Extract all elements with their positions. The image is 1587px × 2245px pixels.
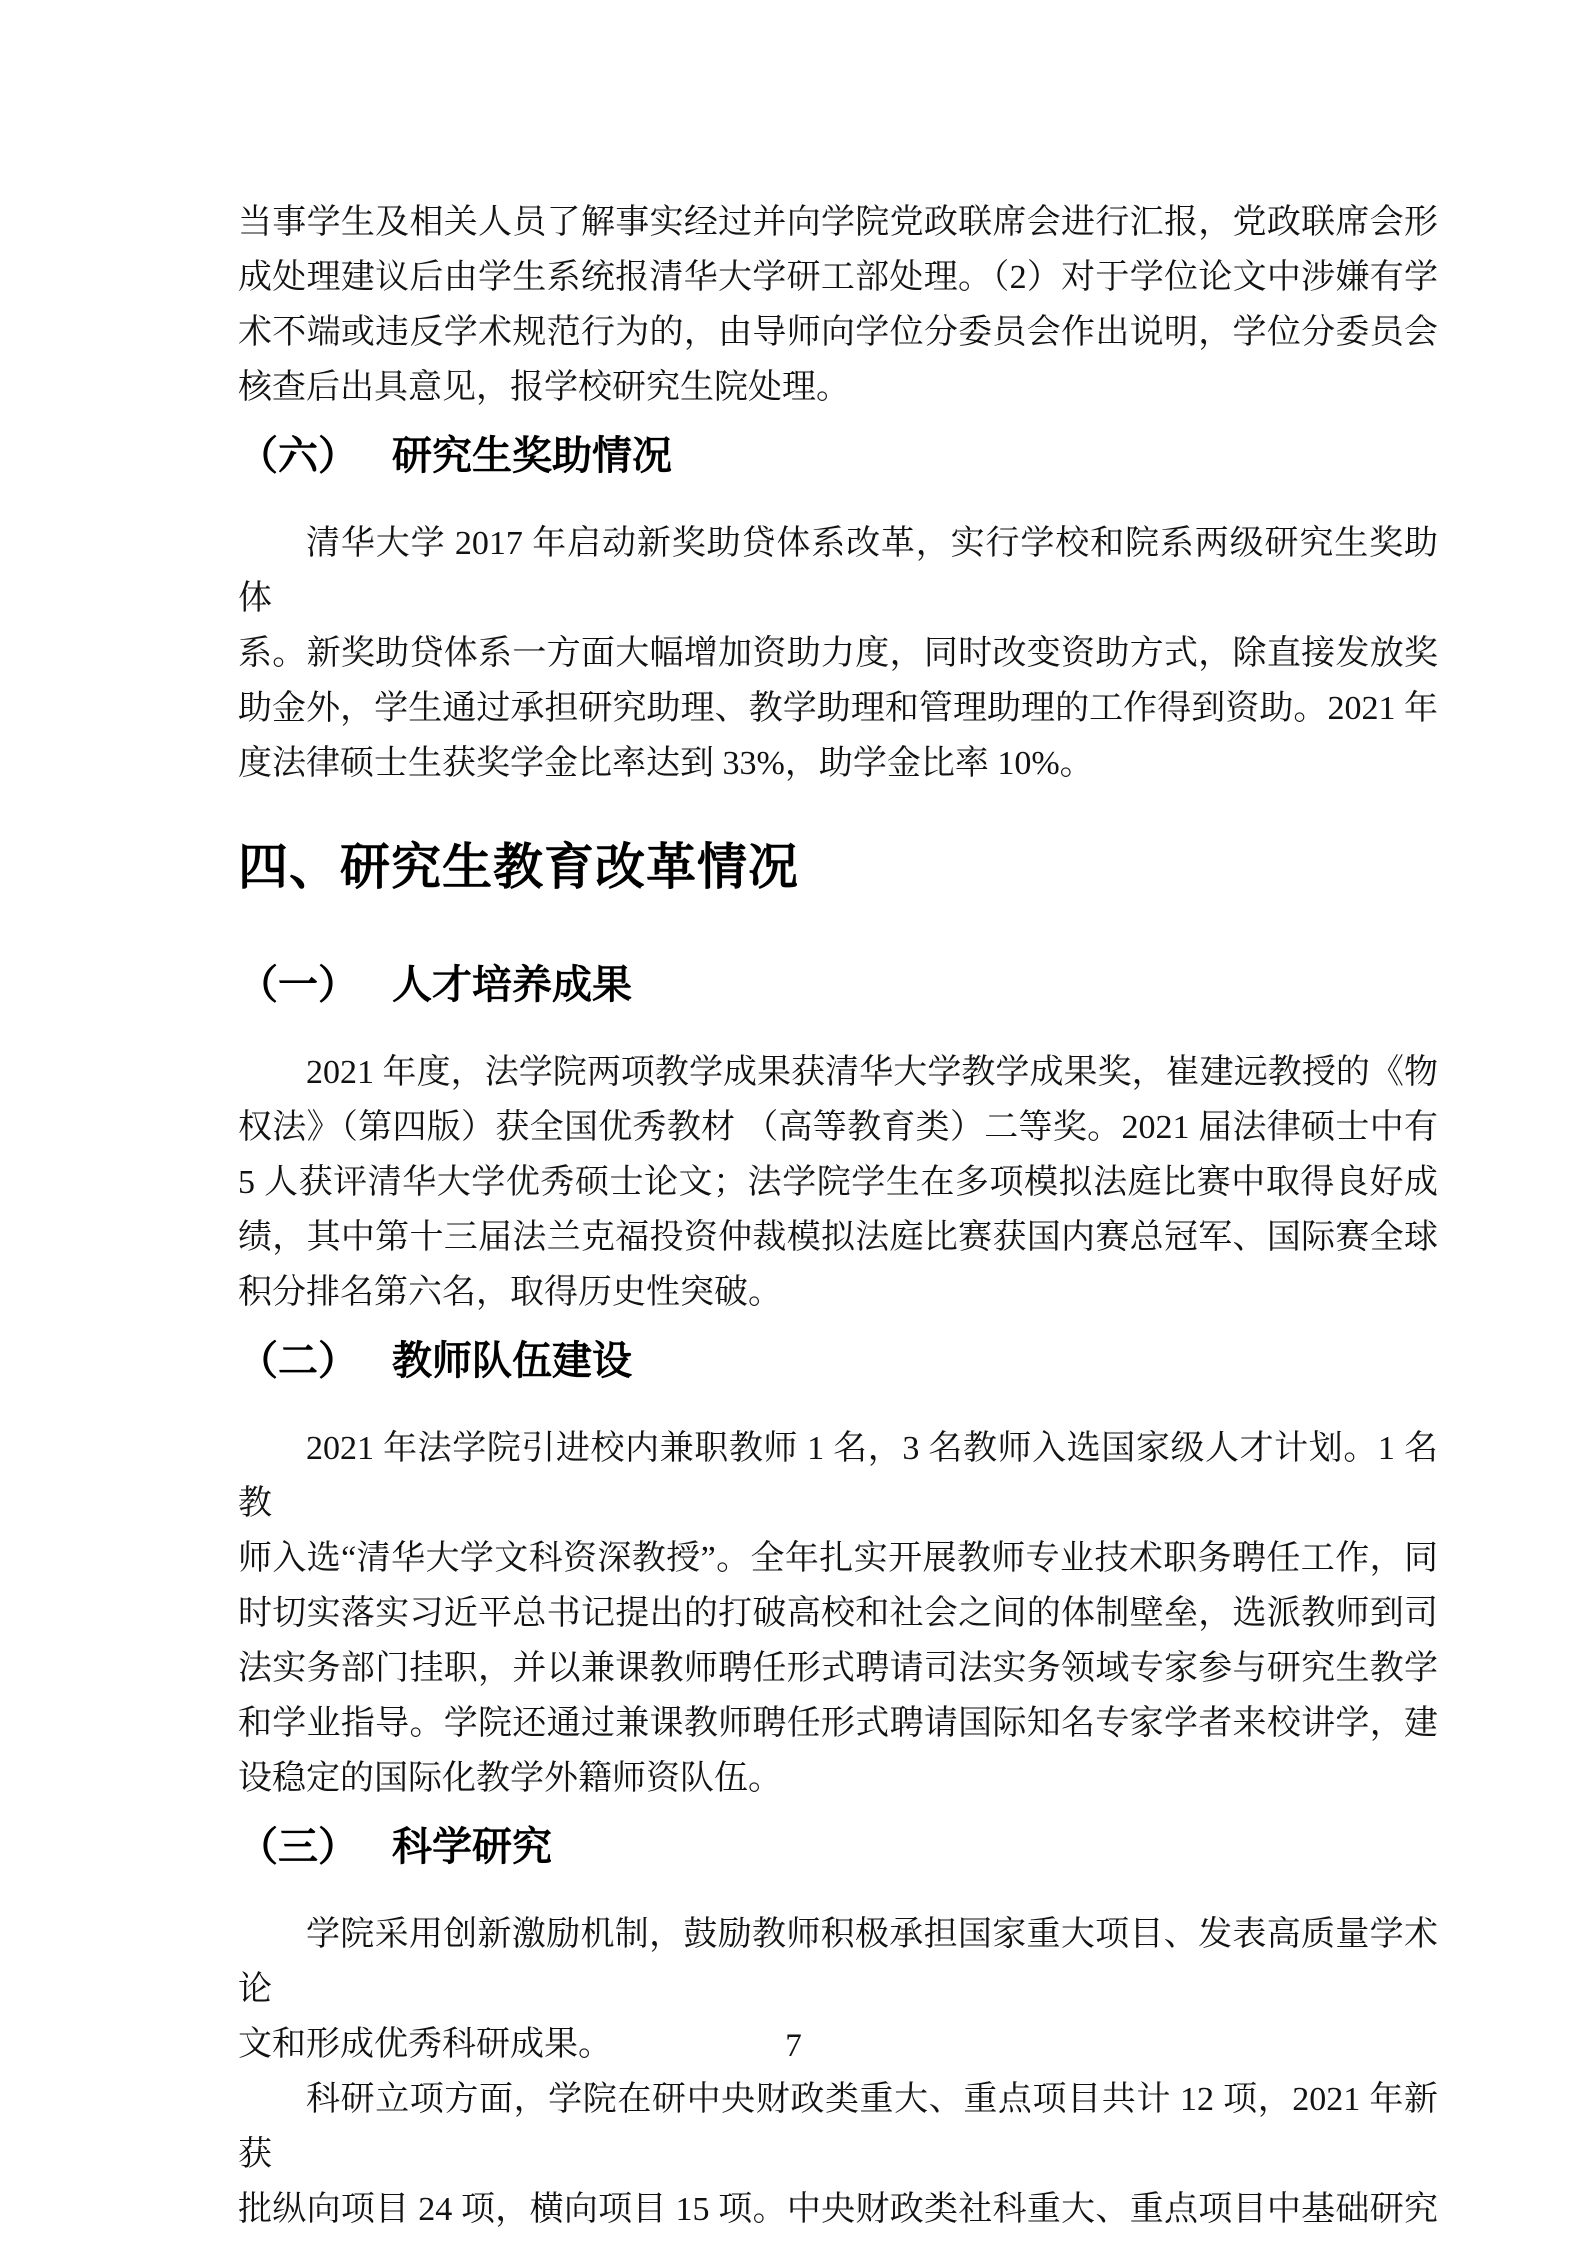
paragraph bbox=[238, 195, 1438, 415]
paragraph bbox=[238, 1045, 1438, 1320]
heading-label: （二） bbox=[238, 1339, 358, 1383]
paragraph bbox=[238, 516, 1438, 791]
paragraph-line: 助金外，学生通过承担研究助理、教学助理和管理助理的工作得到资助。2021 年 bbox=[238, 690, 1438, 727]
heading-title: 研究生奖助情况 bbox=[392, 434, 672, 478]
paragraph-line: 2021 年法学院引进校内兼职教师 1 名，3 名教师入选国家级人才计划。1 名教 bbox=[238, 1430, 1438, 1522]
paragraph-line: 清华大学 2017 年启动新奖助贷体系改革，实行学校和院系两级研究生奖助体 bbox=[238, 525, 1438, 617]
heading-title: 科学研究 bbox=[392, 1825, 552, 1869]
page-number: 7 bbox=[785, 2028, 802, 2064]
paragraph-line: 法实务部门挂职，并以兼课教师聘任形式聘请司法实务领域专家参与研究生教学 bbox=[238, 1650, 1438, 1687]
paragraph-line: 科研立项方面，学院在研中央财政类重大、重点项目共计 12 项，2021 年新获 bbox=[238, 2081, 1438, 2173]
paragraph bbox=[238, 1421, 1438, 1806]
paragraph-line: 5 人获评清华大学优秀硕士论文；法学院学生在多项模拟法庭比赛中取得良好成 bbox=[238, 1164, 1438, 1201]
section-heading-two bbox=[238, 1334, 1438, 1389]
paragraph-line: 成处理建议后由学生系统报清华大学研工部处理。（2）对于学位论文中涉嫌有学 bbox=[238, 259, 1438, 296]
page-content bbox=[238, 195, 1438, 2237]
section-heading-three bbox=[238, 1820, 1438, 1875]
paragraph-line: 术不端或违反学术规范行为的，由导师向学位分委员会作出说明，学位分委员会 bbox=[238, 314, 1438, 351]
heading-label: （六） bbox=[238, 434, 358, 478]
paragraph-line: 系。新奖助贷体系一方面大幅增加资助力度，同时改变资助方式，除直接发放奖 bbox=[238, 635, 1438, 672]
heading-label: （一） bbox=[238, 963, 358, 1007]
heading-label: （三） bbox=[238, 1825, 358, 1869]
paragraph bbox=[238, 2072, 1438, 2237]
paragraph-line: 设稳定的国际化教学外籍师资队伍。 bbox=[238, 1760, 782, 1797]
paragraph-line: 核查后出具意见，报学校研究生院处理。 bbox=[238, 369, 850, 406]
paragraph-line: 绩，其中第十三届法兰克福投资仲裁模拟法庭比赛获国内赛总冠军、国际赛全球 bbox=[238, 1219, 1438, 1256]
paragraph-line: 度法律硕士生获奖学金比率达到 33%，助学金比率 10%。 bbox=[238, 745, 1094, 782]
section-heading-six bbox=[238, 429, 1438, 484]
paragraph-line: 和学业指导。学院还通过兼课教师聘任形式聘请国际知名专家学者来校讲学，建 bbox=[238, 1705, 1438, 1742]
paragraph-line: 师入选“清华大学文科资深教授”。全年扎实开展教师专业技术职务聘任工作，同 bbox=[238, 1540, 1438, 1577]
paragraph-line: 当事学生及相关人员了解事实经过并向学院党政联席会进行汇报，党政联席会形 bbox=[238, 204, 1438, 241]
paragraph-line: 权法》（第四版）获全国优秀教材 （高等教育类）二等奖。2021 届法律硕士中有 bbox=[238, 1109, 1438, 1146]
heading-title: 教师队伍建设 bbox=[392, 1339, 632, 1383]
chapter-heading: 四、研究生教育改革情况 bbox=[238, 839, 799, 895]
paragraph-line: 文和形成优秀科研成果。 bbox=[238, 2026, 612, 2063]
heading-title: 人才培养成果 bbox=[392, 963, 632, 1007]
section-heading-one bbox=[238, 958, 1438, 1013]
paragraph-line: 积分排名第六名，取得历史性突破。 bbox=[238, 1274, 782, 1311]
paragraph-line: 时切实落实习近平总书记提出的打破高校和社会之间的体制壁垒，选派教师到司 bbox=[238, 1595, 1438, 1632]
paragraph-line: 学院采用创新激励机制，鼓励教师积极承担国家重大项目、发表高质量学术论 bbox=[238, 1916, 1438, 2008]
paragraph-line: 2021 年度，法学院两项教学成果获清华大学教学成果奖，崔建远教授的《物 bbox=[306, 1054, 1438, 1091]
paragraph-line: 批纵向项目 24 项，横向项目 15 项。中央财政类社科重大、重点项目中基础研究 bbox=[238, 2191, 1438, 2228]
